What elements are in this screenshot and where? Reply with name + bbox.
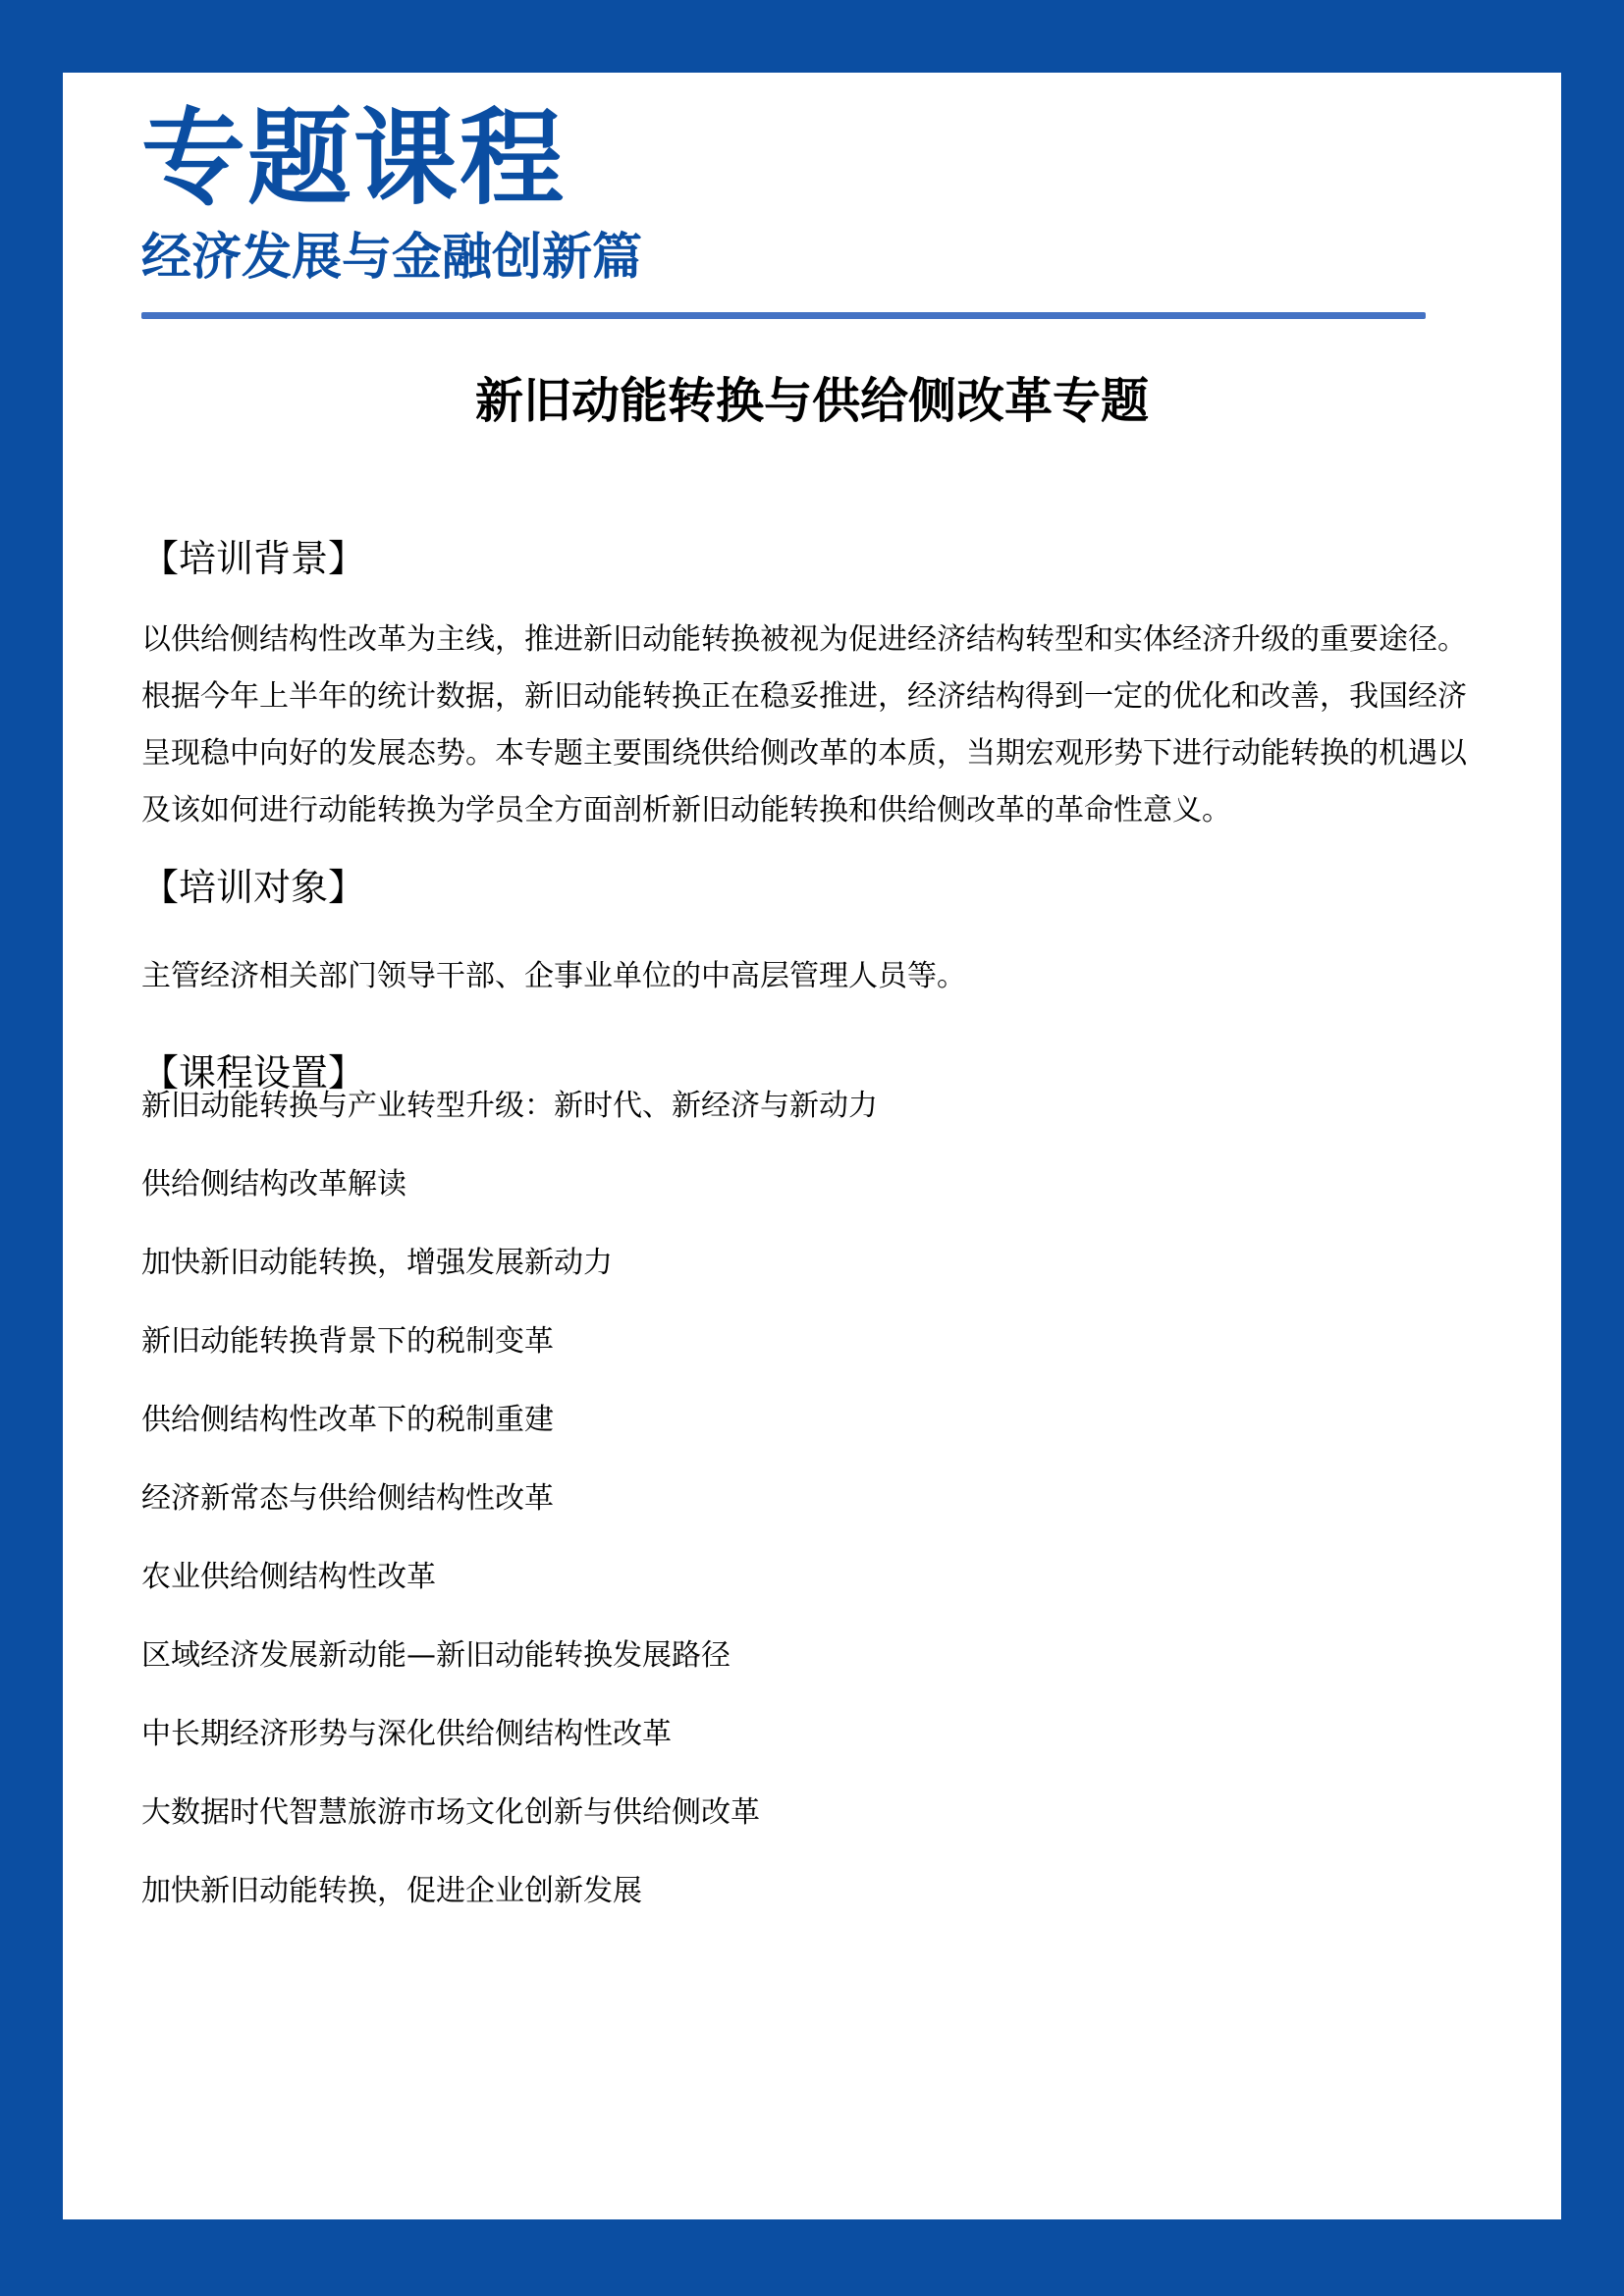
courses-heading: 【课程设置】 xyxy=(141,1051,366,1095)
course-item: 经济新常态与供给侧结构性改革 xyxy=(141,1481,554,1516)
page-title: 专题课程 xyxy=(141,98,566,219)
background-paragraph: 以供给侧结构性改革为主线，推进新旧动能转换被视为促进经济结构转型和实体经济升级的重要途径。根据今年上半年的统计数据，新旧动能转换正在稳妥推进，经济结构得到一定的优化和改善，我国经济呈现稳中向好的发展态势。本专题主要围绕供给侧改革的本质，当期宏观形势下进行动能转换的机遇以及该如何进行动能转换为学员全方面剖析新旧动能转换和供给侧改革的革命性意义。 xyxy=(141,622,1467,828)
course-item: 加快新旧动能转换，促进企业创新发展 xyxy=(141,1874,642,1908)
course-item: 供给侧结构性改革下的税制重建 xyxy=(141,1403,554,1437)
course-item: 加快新旧动能转换，增强发展新动力 xyxy=(141,1246,613,1280)
page-subtitle: 经济发展与金融创新篇 xyxy=(141,229,643,287)
course-item: 区域经济发展新动能—新旧动能转换发展路径 xyxy=(141,1638,731,1673)
topic-title: 新旧动能转换与供给侧改革专题 xyxy=(474,373,1149,429)
course-item: 农业供给侧结构性改革 xyxy=(141,1560,436,1594)
course-item: 中长期经济形势与深化供给侧结构性改革 xyxy=(141,1717,672,1751)
header-divider xyxy=(141,312,1426,319)
course-item: 新旧动能转换与产业转型升级：新时代、新经济与新动力 xyxy=(141,1089,878,1123)
course-item: 新旧动能转换背景下的税制变革 xyxy=(141,1324,554,1359)
course-list xyxy=(141,1080,878,1944)
background-heading: 【培训背景】 xyxy=(141,537,366,580)
audience-paragraph: 主管经济相关部门领导干部、企事业单位的中高层管理人员等。 xyxy=(141,959,966,993)
document-page xyxy=(63,73,1561,2219)
course-item: 大数据时代智慧旅游市场文化创新与供给侧改革 xyxy=(141,1795,760,1830)
audience-heading: 【培训对象】 xyxy=(141,866,366,909)
course-item: 供给侧结构改革解读 xyxy=(141,1167,406,1201)
